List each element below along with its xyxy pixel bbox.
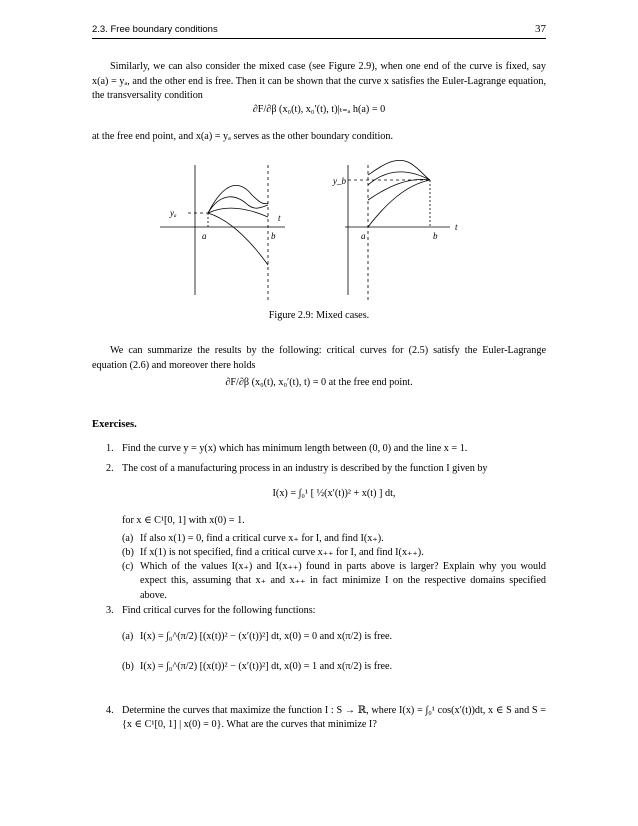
right-t-label: t	[455, 222, 458, 232]
exercise-number: 2.	[106, 463, 114, 474]
left-t-label: t	[278, 213, 281, 223]
right-b-label: b	[433, 231, 438, 241]
part-label: (c)	[122, 561, 134, 572]
cost-functional-equation: I(x) = ∫₀¹ [ ½(x′(t))² + x(t) ] dt,	[272, 488, 396, 499]
free-end-condition: ∂F/∂β (x₀(t), x₀′(t), t) = 0 at the free end point.	[225, 377, 413, 388]
left-curve-4	[208, 213, 268, 265]
part-text: I(x) = ∫₀^(π/2) [(x(t))² − (x′(t))²] dt, x(0) = 1 and x(π/2) is free.	[140, 661, 393, 672]
part-text: If also x(1) = 0, find a critical curve x₊ for I, and find I(x₊).	[140, 533, 384, 544]
exercise-number: 4.	[106, 705, 114, 716]
exercise-2a	[122, 532, 546, 546]
part-label: (a)	[122, 631, 134, 642]
right-yb-label: y_b	[333, 176, 346, 186]
exercise-2b	[122, 546, 546, 560]
exercise-text: Find the curve y = y(x) which has minimum length between (0, 0) and the line x = 1.	[122, 443, 468, 454]
exercise-2c	[122, 560, 546, 602]
left-plot	[160, 165, 285, 300]
exercise-3a	[122, 630, 546, 646]
exercise-condition: for x ∈ C¹[0, 1] with x(0) = 1.	[122, 515, 245, 526]
left-b-label: b	[271, 231, 276, 241]
paragraph-free-end: at the free end point, and x(a) = yₐ serves as the other boundary condition.	[92, 131, 394, 142]
running-header	[92, 22, 546, 39]
exercise-text: Find critical curves for the following functions:	[122, 605, 316, 616]
left-curve-2	[208, 197, 268, 213]
exercise-3b	[122, 660, 546, 676]
transversality-equation: ∂F/∂β (x₀(t), x₀′(t), t)|ₜ₌ₐ h(a) = 0	[252, 104, 386, 115]
part-text: If x(1) is not specified, find a critical curve x₊₊ for I, and find I(x₊₊).	[140, 547, 424, 558]
exercise-number: 3.	[106, 605, 114, 616]
part-label: (b)	[122, 547, 134, 558]
right-curve-1	[368, 160, 430, 180]
exercise-number: 1.	[106, 443, 114, 454]
section-title: 2.3. Free boundary conditions	[92, 24, 218, 35]
exercise-3	[92, 604, 546, 684]
exercise-text: Determine the curves that maximize the function I : S → ℝ, where I(x) = ∫₀¹ cos(x′(t))dt, x ∈ S and S = {x ∈ C¹[0, 1] | x(0) = 0}. What are the curves that minimize I?	[122, 705, 546, 731]
exercise-4	[92, 704, 546, 740]
figure-caption: Figure 2.9: Mixed cases.	[268, 310, 370, 321]
part-text: Which of the values I(x₊) and I(x₊₊) found in parts above is larger? Explain why you would expect this, assuming that x₊ and x₊₊ in fact minimize I on the respective domains specified above.	[140, 561, 546, 601]
right-plot	[332, 160, 458, 300]
paragraph-mixed-case: Similarly, we can also consider the mixed case (see Figure 2.9), when one end of the curve is fixed, say x(a) = yₐ, and the other end is free. Then it can be shown that the curve x satisfies the Euler-Lagrange equation, the transversality condition	[92, 61, 546, 101]
paragraph-summary: We can summarize the results by the following: critical curves for (2.5) satisfy the Euler-Lagrange equation (2.6) and moreover there holds	[92, 345, 546, 371]
left-ya-label: yₐ	[170, 208, 177, 218]
exercises-heading: Exercises.	[92, 419, 137, 430]
page-number: 37	[535, 23, 546, 35]
right-curve-4	[368, 180, 430, 227]
exercise-text: The cost of a manufacturing process in an industry is described by the function I given by	[122, 463, 488, 474]
left-a-label: a	[202, 231, 207, 241]
right-a-label: a	[361, 231, 366, 241]
exercise-2	[92, 462, 546, 602]
part-label: (a)	[122, 533, 134, 544]
part-text: I(x) = ∫₀^(π/2) [(x(t))² − (x′(t))²] dt, x(0) = 0 and x(π/2) is free.	[140, 631, 393, 642]
figure-mixed-cases	[150, 155, 500, 305]
exercise-1	[92, 442, 546, 458]
left-curve-3	[208, 208, 268, 217]
part-label: (b)	[122, 661, 134, 672]
